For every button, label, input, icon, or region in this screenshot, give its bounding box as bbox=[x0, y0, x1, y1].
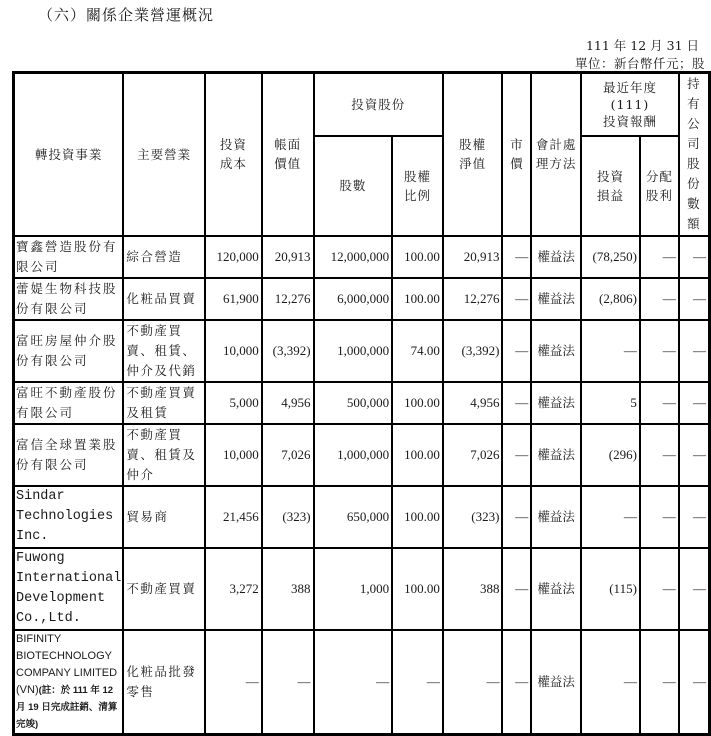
dividend: — bbox=[640, 278, 679, 320]
col-header-gain: 投資損益 bbox=[581, 136, 640, 236]
shares: — bbox=[314, 630, 393, 735]
shares: 650,000 bbox=[314, 486, 393, 548]
cost: 10,000 bbox=[205, 320, 262, 382]
company-name-text: BIFINITY BIOTECHNOLOGY COMPANY LIMITED (VN) bbox=[16, 632, 118, 696]
cost: 61,900 bbox=[205, 278, 262, 320]
equity: 12,276 bbox=[443, 278, 503, 320]
equity: (323) bbox=[443, 486, 503, 548]
shares: 1,000,000 bbox=[314, 320, 393, 382]
business: 不動產買賣、租賃、仲介及代銷 bbox=[123, 320, 205, 382]
unit-label: 單位：新台幣仟元；股 bbox=[574, 56, 705, 71]
col-header-company: 轉投資事業 bbox=[14, 73, 124, 236]
market: — bbox=[502, 278, 531, 320]
gain: (296) bbox=[581, 424, 640, 486]
col-header-return-group: 最近年度 (111) 投資報酬 bbox=[581, 73, 679, 136]
method: 權益法 bbox=[531, 382, 581, 424]
cost: 3,272 bbox=[205, 548, 262, 630]
company-name: 富信全球置業股份有限公司 bbox=[14, 424, 124, 486]
equity: (3,392) bbox=[443, 320, 503, 382]
company-name: 富旺房屋仲介股份有限公司 bbox=[14, 320, 124, 382]
held: — bbox=[679, 236, 710, 278]
book-value: 20,913 bbox=[262, 236, 314, 278]
held: — bbox=[679, 424, 710, 486]
ratio: 100.00 bbox=[392, 548, 443, 630]
dividend: — bbox=[640, 630, 679, 735]
book-value: 4,956 bbox=[262, 382, 314, 424]
held: — bbox=[679, 382, 710, 424]
shares: 12,000,000 bbox=[314, 236, 393, 278]
gain: — bbox=[581, 486, 640, 548]
col-header-cost: 投資成本 bbox=[205, 73, 262, 236]
gain: — bbox=[581, 630, 640, 735]
company-name: 蕾媞生物科技股份有限公司 bbox=[14, 278, 124, 320]
equity: 20,913 bbox=[443, 236, 503, 278]
shares: 1,000 bbox=[314, 548, 393, 630]
col-header-held: 持有公司股份數額 bbox=[679, 73, 710, 236]
affiliates-table bbox=[12, 71, 711, 736]
gain: (78,250) bbox=[581, 236, 640, 278]
book-value: — bbox=[262, 630, 314, 735]
held: — bbox=[679, 320, 710, 382]
market: — bbox=[502, 236, 531, 278]
col-header-dividend: 分配股利 bbox=[640, 136, 679, 236]
ratio: 100.00 bbox=[392, 486, 443, 548]
equity: 4,956 bbox=[443, 382, 503, 424]
table-row bbox=[14, 548, 710, 630]
method: 權益法 bbox=[531, 320, 581, 382]
dividend: — bbox=[640, 320, 679, 382]
col-header-business: 主要營業 bbox=[123, 73, 205, 236]
held: — bbox=[679, 278, 710, 320]
table-row bbox=[14, 278, 710, 320]
col-header-market: 市價 bbox=[502, 73, 531, 236]
business: 不動產買賣、租賃及仲介 bbox=[123, 424, 205, 486]
table-row bbox=[14, 320, 710, 382]
held: — bbox=[679, 486, 710, 548]
cost: 10,000 bbox=[205, 424, 262, 486]
market: — bbox=[502, 424, 531, 486]
shares: 500,000 bbox=[314, 382, 393, 424]
business: 不動產買賣及租賃 bbox=[123, 382, 205, 424]
market: — bbox=[502, 630, 531, 735]
book-value: 388 bbox=[262, 548, 314, 630]
dividend: — bbox=[640, 424, 679, 486]
dividend: — bbox=[640, 382, 679, 424]
company-name: Sindar Technologies Inc. bbox=[14, 486, 124, 548]
company-name: Fuwong International Development Co.,Ltd. bbox=[14, 548, 124, 630]
table-row bbox=[14, 382, 710, 424]
book-value: 7,026 bbox=[262, 424, 314, 486]
business: 綜合營造 bbox=[123, 236, 205, 278]
gain: 5 bbox=[581, 382, 640, 424]
col-header-book-value: 帳面價值 bbox=[262, 73, 314, 236]
method: 權益法 bbox=[531, 236, 581, 278]
market: — bbox=[502, 320, 531, 382]
book-value: 12,276 bbox=[262, 278, 314, 320]
equity: — bbox=[443, 630, 503, 735]
dividend: — bbox=[640, 486, 679, 548]
shares: 1,000,000 bbox=[314, 424, 393, 486]
book-value: (323) bbox=[262, 486, 314, 548]
business: 貿易商 bbox=[123, 486, 205, 548]
market: — bbox=[502, 382, 531, 424]
col-header-shares: 股數 bbox=[314, 136, 393, 236]
equity: 7,026 bbox=[443, 424, 503, 486]
table-row bbox=[14, 486, 710, 548]
section-title: （六）關係企業營運概況 bbox=[38, 6, 215, 24]
ratio: 100.00 bbox=[392, 382, 443, 424]
cost: 120,000 bbox=[205, 236, 262, 278]
business: 化粧品批發零售 bbox=[123, 630, 205, 735]
method: 權益法 bbox=[531, 424, 581, 486]
table-row bbox=[14, 424, 710, 486]
ratio: 74.00 bbox=[392, 320, 443, 382]
col-header-shares-group: 投資股份 bbox=[314, 73, 443, 136]
table-row bbox=[14, 630, 710, 735]
held: — bbox=[679, 630, 710, 735]
ratio: 100.00 bbox=[392, 424, 443, 486]
dividend: — bbox=[640, 236, 679, 278]
gain: — bbox=[581, 320, 640, 382]
ratio: 100.00 bbox=[392, 278, 443, 320]
ratio: 100.00 bbox=[392, 236, 443, 278]
cost: — bbox=[205, 630, 262, 735]
book-value: (3,392) bbox=[262, 320, 314, 382]
company-name: 富旺不動產股份有限公司 bbox=[14, 382, 124, 424]
dividend: — bbox=[640, 548, 679, 630]
method: 權益法 bbox=[531, 278, 581, 320]
col-header-method: 會計處理方法 bbox=[531, 73, 581, 236]
cost: 21,456 bbox=[205, 486, 262, 548]
business: 化粧品買賣 bbox=[123, 278, 205, 320]
company-note: (註：於 111 年 12 月 19 日完成註銷、清算完竣) bbox=[16, 684, 118, 730]
shares: 6,000,000 bbox=[314, 278, 393, 320]
business: 不動產買賣 bbox=[123, 548, 205, 630]
market: — bbox=[502, 548, 531, 630]
equity: 388 bbox=[443, 548, 503, 630]
company-name: 寶鑫營造股份有限公司 bbox=[14, 236, 124, 278]
held: — bbox=[679, 548, 710, 630]
gain: (115) bbox=[581, 548, 640, 630]
method: 權益法 bbox=[531, 630, 581, 735]
ratio: — bbox=[392, 630, 443, 735]
market: — bbox=[502, 486, 531, 548]
col-header-ratio: 股權比例 bbox=[392, 136, 443, 236]
gain: (2,806) bbox=[581, 278, 640, 320]
col-header-equity: 股權淨值 bbox=[443, 73, 503, 236]
report-date: 111 年 12 月 31 日 bbox=[585, 38, 699, 53]
method: 權益法 bbox=[531, 548, 581, 630]
table-row bbox=[14, 236, 710, 278]
method: 權益法 bbox=[531, 486, 581, 548]
cost: 5,000 bbox=[205, 382, 262, 424]
company-name bbox=[14, 630, 124, 735]
